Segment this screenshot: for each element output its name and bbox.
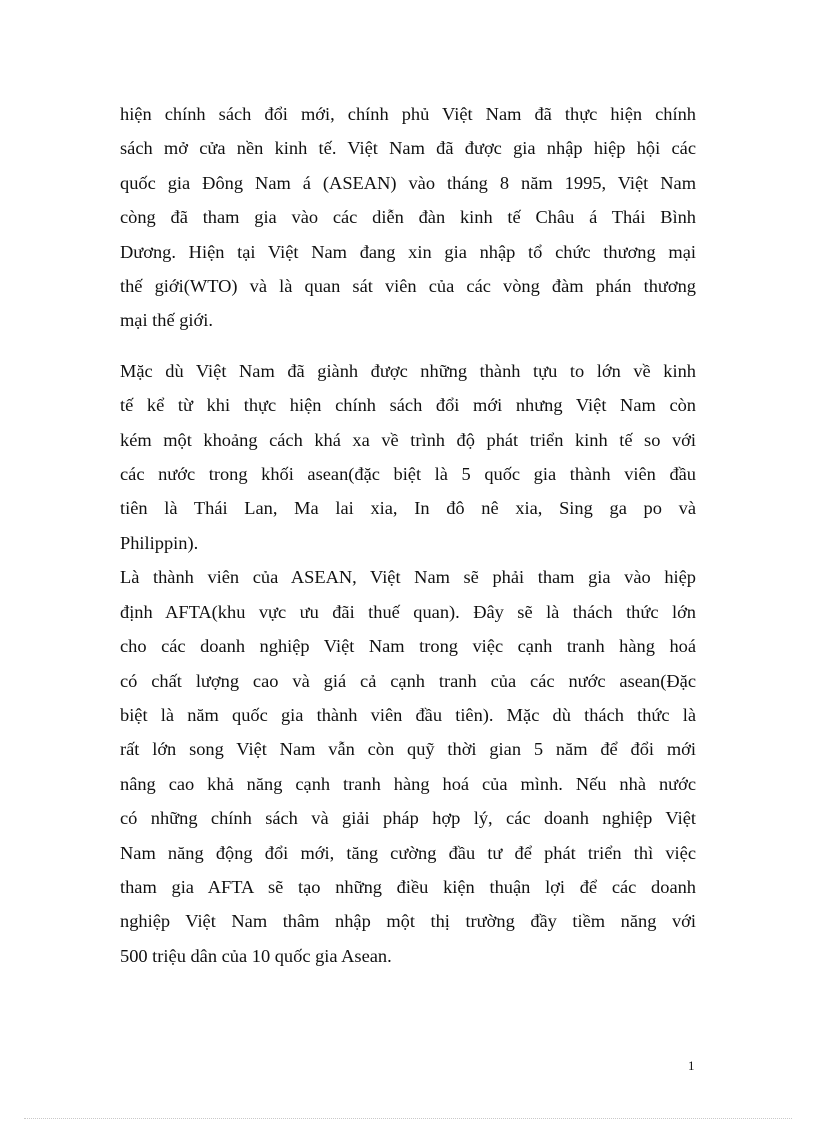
document-body bbox=[120, 97, 696, 973]
text-line: còng đã tham gia vào các diễn đàn kinh tế Châu á Thái Bình bbox=[120, 207, 696, 228]
text-line: cho các doanh nghiệp Việt Nam trong việc cạnh tranh hàng hoá bbox=[120, 636, 696, 657]
text-line: có những chính sách và giải pháp hợp lý, các doanh nghiệp Việt bbox=[120, 808, 696, 829]
text-line: tham gia AFTA sẽ tạo những điều kiện thuận lợi để các doanh bbox=[120, 876, 696, 897]
text-line: nâng cao khả năng cạnh tranh hàng hoá của mình. Nếu nhà nước bbox=[120, 773, 696, 794]
page-bottom-divider bbox=[24, 1118, 792, 1119]
text-line: mại thế giới. bbox=[120, 310, 213, 331]
text-line: thế giới(WTO) và là quan sát viên của các vòng đàm phán thương bbox=[120, 276, 696, 297]
text-line: các nước trong khối asean(đặc biệt là 5 quốc gia thành viên đầu bbox=[120, 464, 696, 485]
text-line: rất lớn song Việt Nam vẫn còn quỹ thời gian 5 năm để đổi mới bbox=[120, 739, 696, 760]
paragraph-afta-challenge bbox=[120, 560, 696, 973]
text-line: sách mở cửa nền kinh tế. Việt Nam đã được gia nhập hiệp hội các bbox=[120, 138, 696, 159]
text-line: tiên là Thái Lan, Ma lai xia, In đô nê xia, Sing ga po và bbox=[120, 498, 696, 519]
text-line: Dương. Hiện tại Việt Nam đang xin gia nhập tổ chức thương mại bbox=[120, 241, 696, 262]
text-line: biệt là năm quốc gia thành viên đầu tiên). Mặc dù thách thức là bbox=[120, 704, 696, 725]
text-line: định AFTA(khu vực ưu đãi thuế quan). Đây sẽ là thách thức lớn bbox=[120, 601, 696, 622]
page-number: 1 bbox=[688, 1058, 695, 1073]
text-line: Mặc dù Việt Nam đã giành được những thành tựu to lớn về kinh bbox=[120, 360, 696, 381]
text-line: Là thành viên của ASEAN, Việt Nam sẽ phải tham gia vào hiệp bbox=[120, 567, 696, 588]
text-line: nghiệp Việt Nam thâm nhập một thị trường đầy tiềm năng với bbox=[120, 911, 696, 932]
text-line: hiện chính sách đổi mới, chính phủ Việt Nam đã thực hiện chính bbox=[120, 104, 696, 124]
text-line: Nam năng động đổi mới, tăng cường đầu tư để phát triển thì việc bbox=[120, 842, 696, 863]
text-line: tế kể từ khi thực hiện chính sách đổi mới nhưng Việt Nam còn bbox=[120, 395, 696, 416]
text-line: có chất lượng cao và giá cả cạnh tranh của các nước asean(Đặc bbox=[120, 670, 696, 691]
paragraph-development-gap bbox=[120, 354, 696, 560]
text-line: Philippin). bbox=[120, 532, 199, 553]
paragraph-open-door-policy bbox=[120, 97, 696, 338]
text-line: 500 triệu dân của 10 quốc gia Asean. bbox=[120, 945, 392, 966]
text-line: quốc gia Đông Nam á (ASEAN) vào tháng 8 năm 1995, Việt Nam bbox=[120, 172, 696, 193]
text-line: kém một khoảng cách khá xa về trình độ phát triển kinh tế so với bbox=[120, 429, 696, 450]
